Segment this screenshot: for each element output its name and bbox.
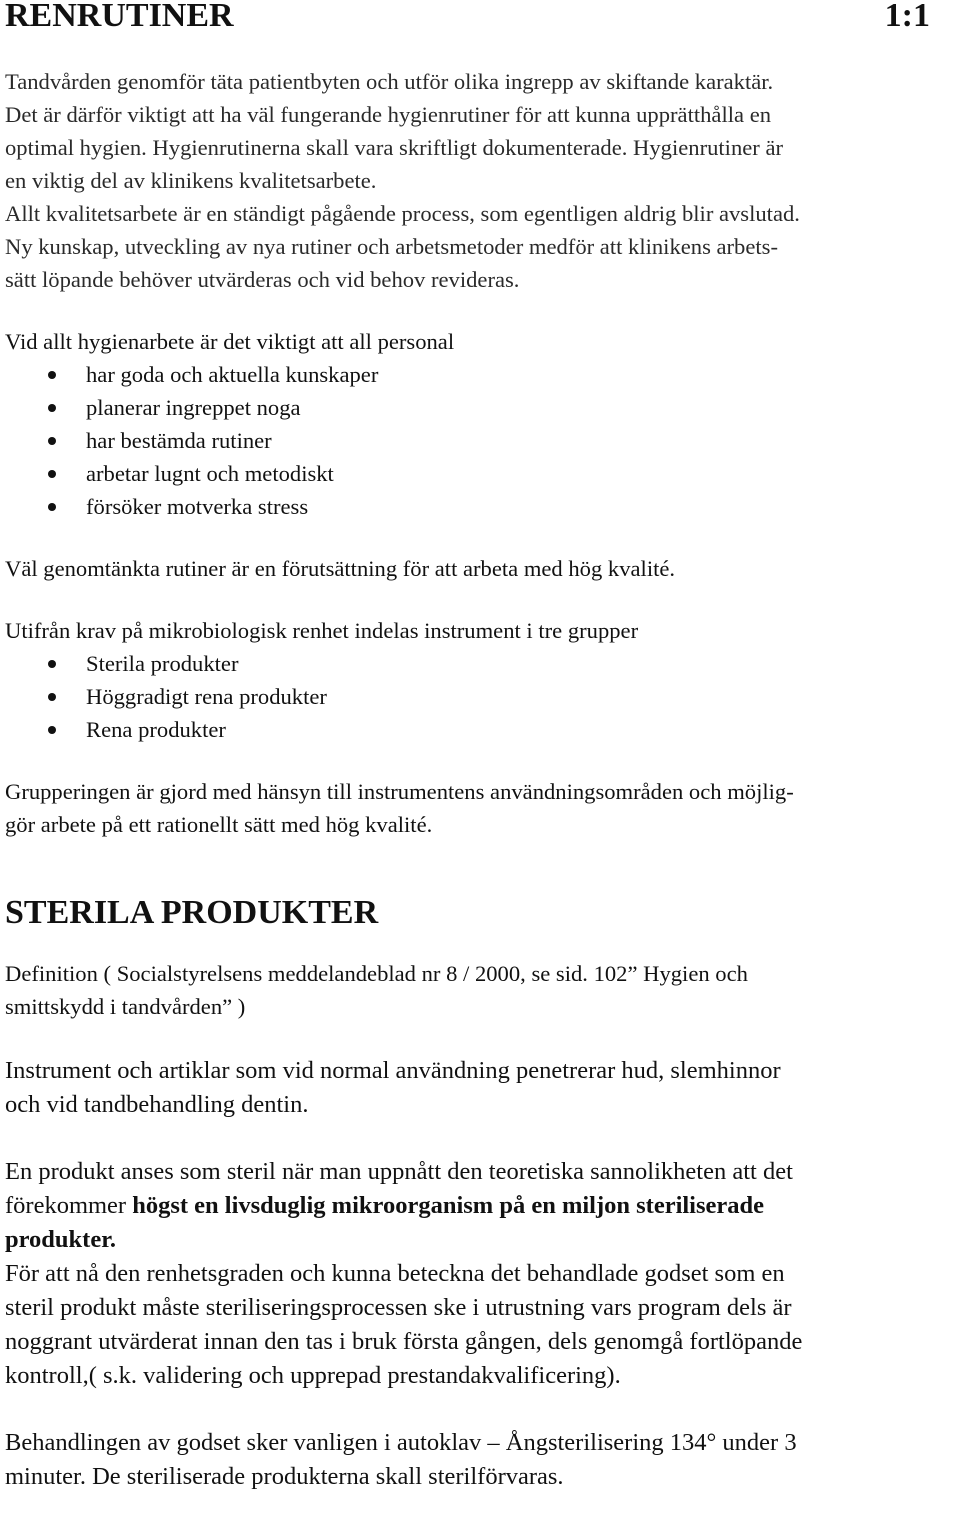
document-page (5, 0, 955, 1494)
text-line: Behandlingen av godset sker vanligen i autoklav – Ångsterilisering 134° under 3 (5, 1429, 797, 1456)
intro-paragraph (5, 65, 955, 296)
text-line: En produkt anses som steril när man uppnått den teoretiska sannolikheten att det (5, 1158, 793, 1185)
list-item-text: planerar ingreppet noga (86, 395, 301, 420)
page-number: 1:1 (884, 0, 930, 34)
intro-line: Ny kunskap, utveckling av nya rutiner och arbetsmetoder medför att klinikens arbets- (5, 234, 778, 259)
list-item (5, 391, 955, 424)
text-line: gör arbete på ett rationellt sätt med hög kvalité. (5, 812, 433, 837)
instrument-paragraph (5, 1054, 955, 1122)
text-line (5, 1189, 955, 1223)
list-item-text: har goda och aktuella kunskaper (86, 362, 379, 387)
section-heading: STERILA PRODUKTER (5, 894, 379, 931)
text-line: minuter. De steriliserade produkterna skall sterilförvaras. (5, 1463, 564, 1490)
text-normal: förekommer (5, 1192, 133, 1219)
intro-line: Tandvården genomför täta patientbyten och utför olika ingrepp av skiftande karaktär. (5, 69, 774, 94)
list-item-text: Rena produkter (86, 717, 226, 742)
sterility-paragraph (5, 1155, 955, 1257)
groups-list (5, 647, 955, 746)
page-header (5, 0, 955, 38)
intro-line: sätt löpande behöver utvärderas och vid behov revideras. (5, 267, 520, 292)
list-item-text: Sterila produkter (86, 651, 239, 676)
text-line: Instrument och artiklar som vid normal användning penetrerar hud, slemhinnor (5, 1057, 781, 1084)
intro-line: Det är därför viktigt att ha väl fungerande hygienrutiner för att kunna upprätthålla en (5, 102, 772, 127)
intro-line: en viktig del av klinikens kvalitetsarbete. (5, 168, 377, 193)
hygiene-list (5, 358, 955, 523)
list-item (5, 457, 955, 490)
list-item (5, 680, 955, 713)
bullet-icon (48, 437, 56, 445)
list-item-text: arbetar lugnt och metodiskt (86, 461, 334, 486)
text-line: steril produkt måste steriliseringsprocessen ske i utrustning vars program dels är (5, 1294, 792, 1321)
text-line: och vid tandbehandling dentin. (5, 1091, 309, 1118)
text-emphasis: produkter. (5, 1226, 116, 1253)
text-line: smittskydd i tandvården” ) (5, 994, 246, 1019)
list-item-text: försöker motverka stress (86, 494, 309, 519)
intro-line: Allt kvalitetsarbete är en ständigt pågående process, som egentligen aldrig blir avslutad. (5, 201, 800, 226)
bullet-icon (48, 726, 56, 734)
list-item (5, 647, 955, 680)
list-item (5, 424, 955, 457)
text-line: Definition ( Socialstyrelsens meddelandeblad nr 8 / 2000, se sid. 102” Hygien och (5, 961, 748, 986)
list-item (5, 713, 955, 746)
text-line: Grupperingen är gjord med hänsyn till instrumentens användningsområden och möjlig- (5, 779, 794, 804)
list-item (5, 358, 955, 391)
text-line: kontroll,( s.k. validering och upprepad prestandakvalificering). (5, 1362, 621, 1389)
sterile-body (5, 1054, 955, 1494)
groups-lead: Utifrån krav på mikrobiologisk renhet indelas instrument i tre grupper (5, 618, 639, 643)
bullet-icon (48, 470, 56, 478)
bullet-icon (48, 503, 56, 511)
hygiene-lead: Vid allt hygienarbete är det viktigt att all personal (5, 329, 455, 354)
bullet-icon (48, 371, 56, 379)
bullet-icon (48, 404, 56, 412)
bullet-icon (48, 693, 56, 701)
autoclave-paragraph (5, 1426, 955, 1494)
text-emphasis: högst en livsduglig mikroorganism på en miljon steriliserade (132, 1192, 765, 1219)
definition-paragraph (5, 957, 955, 1023)
groups-conclusion (5, 775, 955, 841)
text-line: För att nå den renhetsgraden och kunna beteckna det behandlade godset som en (5, 1260, 785, 1287)
page-title: RENRUTINER (5, 0, 234, 34)
intro-line: optimal hygien. Hygienrutinerna skall vara skriftligt dokumenterade. Hygienrutiner är (5, 135, 783, 160)
list-item-text: har bestämda rutiner (86, 428, 272, 453)
hygiene-conclusion: Väl genomtänkta rutiner är en förutsättning för att arbeta med hög kvalité. (5, 556, 676, 581)
validation-paragraph (5, 1257, 955, 1393)
list-item-text: Höggradigt rena produkter (86, 684, 327, 709)
bullet-icon (48, 660, 56, 668)
list-item (5, 490, 955, 523)
text-line: noggrant utvärderat innan den tas i bruk första gången, dels genomgå fortlöpande (5, 1328, 803, 1355)
